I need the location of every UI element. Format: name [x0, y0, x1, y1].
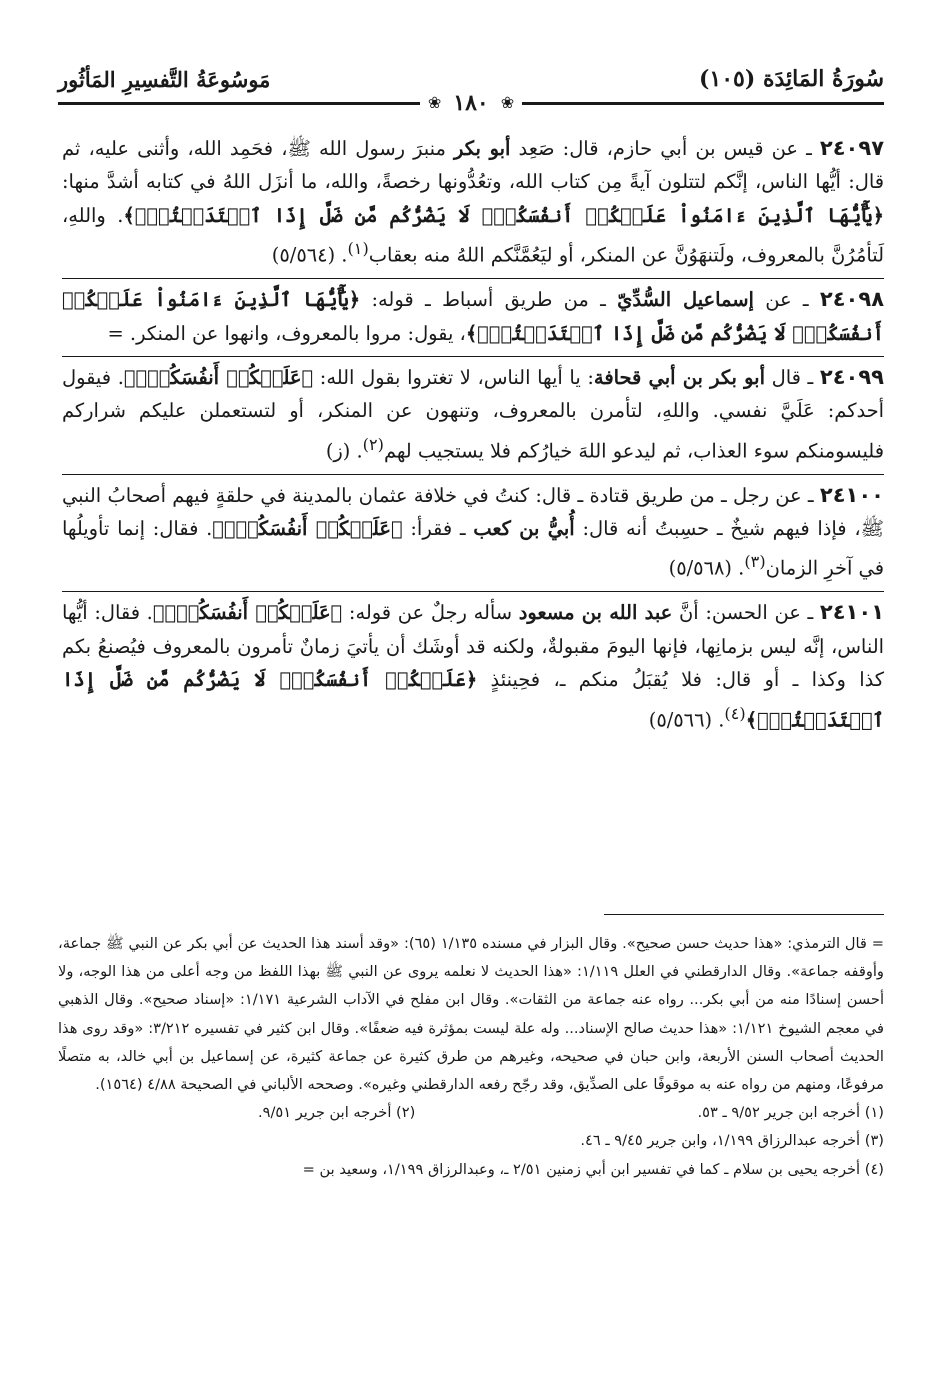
footnote-4: (٤) أخرجه يحيى بن سلام ـ كما في تفسير ابن أبي زمنين ٢/٥١ ـ، وعبدالرزاق ١/١٩٩، وسعيد بن = — [302, 1160, 884, 1178]
footnote-ref: (٤) — [724, 703, 746, 723]
footnote-ref: (١) — [347, 239, 369, 259]
surah-title — [699, 66, 884, 92]
narrator-name: أبو بكر — [454, 137, 511, 160]
entry-24099 — [62, 357, 884, 475]
narrator-name: إسماعيل السُّدِّيّ — [617, 288, 754, 312]
entry-24101 — [62, 592, 884, 742]
entry-ref: . (٥/٥٦٦) — [648, 707, 725, 731]
page-number: ١٨٠ — [453, 90, 489, 116]
footnotes — [58, 930, 884, 1184]
footnote-ref: (٣) — [744, 552, 766, 572]
entry-text: . فقال: أيُّها الناس، إنَّه ليس بزمانِها، فإنها اليومَ مقبولةٌ، ولكنه قد أوشَك أن يأتيَ زمانٌ تأمرون بالمعروف فيُصنعُ بكم كذا وكذا ـ أو قال: فلا يُقبَلُ منكم ـ، فحِينئذٍ — [62, 601, 885, 692]
entry-24097 — [62, 128, 884, 279]
ornament-icon: ❀ — [500, 93, 515, 112]
quran-verse: ﴿يَٰٓأَيُّهَا ٱلَّذِينَ ءَامَنُواْ عَلَيۡكُمۡ أَنفُسَكُمۡۖ لَا يَضُرُّكُم مَّن ضَلَّ إِذَا ٱهۡتَدَيۡتُمۡۚ﴾ — [123, 203, 885, 227]
entry-text: ـ عن قيس بن أبي حازم، قال: صَعِد — [510, 137, 812, 160]
book-title: مَوسُوعَةُ التَّفسِيرِ المَأثُور — [58, 67, 271, 92]
quran-verse: ﴿عَلَيۡكُمۡ أَنفُسَكُمۡۖ﴾ — [212, 517, 403, 540]
quran-verse: ﴿عَلَيۡكُمۡ أَنفُسَكُمۡۖ﴾ — [123, 365, 314, 389]
entry-number: ٢٤٠٩٧ — [819, 136, 885, 160]
running-header — [58, 44, 884, 92]
entry-text: منبرَ رسول الله ﷺ، فحَمِد الله، وأثنى عليه، ثم قال: أيُّها الناس، إنَّكم لتتلون آيةً مِن كتاب الله، وتعُدُّونها رخصةً، والله، ما أنزَل اللهُ في كتابه أشدَّ منها: — [62, 137, 884, 194]
entry-text: ـ عن — [753, 288, 809, 312]
header-rule-right — [522, 102, 884, 105]
entry-text: . فقال: إنما تأويلُها في آخرِ الزمان — [62, 517, 884, 580]
entry-text: ـ فقرأ: — [402, 517, 474, 540]
quran-verse: ﴿عَلَيۡكُمۡ أَنفُسَكُمۡۖ لَا يَضُرُّكُم مَّن ضَلَّ إِذَا ٱهۡتَدَيۡتُمۡۚ﴾ — [62, 668, 884, 731]
entry-24098 — [62, 279, 884, 357]
footnote-separator — [604, 914, 884, 915]
entry-text: ـ قال — [764, 365, 814, 389]
footnote-row — [58, 1099, 884, 1127]
narrator-name: أُبيُّ بن كعب — [473, 517, 575, 540]
footnote-1: (١) أخرجه ابن جرير ٩/٥٢ ـ ٥٣. — [697, 1104, 884, 1122]
entry-ref: . (ز) — [325, 439, 363, 463]
header-rule-left — [58, 102, 420, 105]
entry-text: ـ عن رجل ـ من طريق قتادة ـ قال: كنتُ في خلافة عثمان بالمدينة في حلقةٍ فيهم أصحابُ النبي ﷺ، فإذا فيهم شيخٌ ـ حسِبتُ أنه قال: — [62, 483, 885, 540]
entry-number: ٢٤٠٩٩ — [819, 364, 884, 389]
narrator-name: عبد الله بن مسعود — [518, 601, 673, 625]
footnote-2: (٢) أخرجه ابن جرير ٩/٥١. — [258, 1104, 416, 1122]
entry-text: ، يقول: مروا بالمعروف، وانهوا عن المنكر. = — [107, 321, 466, 345]
entry-ref: . (٥/٥٦٨) — [668, 556, 745, 580]
entry-text: ـ من طريق أسباط ـ قوله: — [360, 288, 618, 312]
entry-ref: . (٥/٥٦٤) — [271, 243, 348, 267]
main-text — [62, 128, 884, 742]
page-number-row — [58, 90, 884, 116]
entry-number: ٢٤١٠٠ — [819, 482, 884, 507]
entry-text: سأله رجلٌ عن قوله: — [342, 601, 519, 625]
ornament-icon: ❀ — [427, 93, 442, 112]
entry-text: . فيقول أحدكم: عَلَيَّ نفسي. واللهِ، لتأمرن بالمعروف، وتنهون عن المنكر، أو لتستعملن عليكم شراركم فليسومنكم سوء العذاب، ثم ليدعو اللهَ خيارُكم فلا يستجيب لهم — [62, 365, 884, 463]
footnote-continuation: = قال الترمذي: «هذا حديث حسن صحيح». وقال البزار في مسنده ١/١٣٥ (٦٥): «وقد أسند هذا الحديث عن أبي بكر عن النبي ﷺ جماعة، وأوقفه جماعة». وقال الدارقطني في العلل ١/١١٩: «هذا الحديث لا نعلمه يروى عن النبي ﷺ بهذا اللفظ من وجه أعلى من هذا الوجه، ولا أحسن إسنادًا منه من أبي بكر... رواه عنه جماعة من الثقات». وقال ابن مفلح في الآداب الشرعية ١/١٧١: «إسناد صحيح». وقال الذهبي في معجم الشيوخ ١/١٢١: «هذا حديث صالح الإسناد... وله علة ليست بمؤثرة فيه ضعفًا». وقال ابن كثير في تفسيره ٣/٢١٢: «وقد روى هذا الحديث أصحاب السنن الأربعة، وابن حبان في صحيحه، وغيرهم من طرق كثيرة عن جماعة كثيرة، عن إسماعيل بن أبي خالد، به متصلًا مرفوعًا، ومنهم من رواه عنه به موقوفًا على الصدِّيق، وقد رجّح رفعه الدارقطني وغيره». وصححه الألباني في الصحيحة ٤/٨٨ (١٥٦٤). — [58, 935, 885, 1094]
footnote-ref: (٢) — [362, 434, 384, 454]
surah-name: سُورَةُ المَائِدَة — [762, 66, 884, 92]
entry-text: : يا أيها الناس، لا تغتروا بقول الله: — [313, 365, 594, 389]
quran-verse: ﴿يَٰٓأَيُّهَا ٱلَّذِينَ ءَامَنُواْ عَلَيۡكُمۡ أَنفُسَكُمۡۖ لَا يَضُرُّكُم مَّن ضَلَّ إِذَا ٱهۡتَدَيۡتُمۡۚ﴾ — [62, 288, 884, 345]
quran-verse: ﴿عَلَيۡكُمۡ أَنفُسَكُمۡۖ﴾ — [152, 601, 343, 625]
entry-text: ـ عن الحسن: أنَّ — [672, 601, 814, 625]
entry-24100 — [62, 475, 884, 593]
verse-number: (١٠٥) — [698, 66, 756, 92]
entry-text: . واللهِ، لَتأمُرُنَّ بالمعروف، ولَتنهَوُنَّ عن المنكر، أو ليَعُمَّنَّكم اللهُ منه بعقاب — [62, 203, 884, 267]
footnote-3: (٣) أخرجه عبدالرزاق ١/١٩٩، وابن جرير ٩/٤٥ ـ ٤٦. — [580, 1132, 884, 1150]
entry-number: ٢٤١٠١ — [819, 600, 885, 625]
narrator-name: أبو بكر بن أبي قحافة — [593, 365, 765, 389]
entry-number: ٢٤٠٩٨ — [819, 287, 885, 312]
